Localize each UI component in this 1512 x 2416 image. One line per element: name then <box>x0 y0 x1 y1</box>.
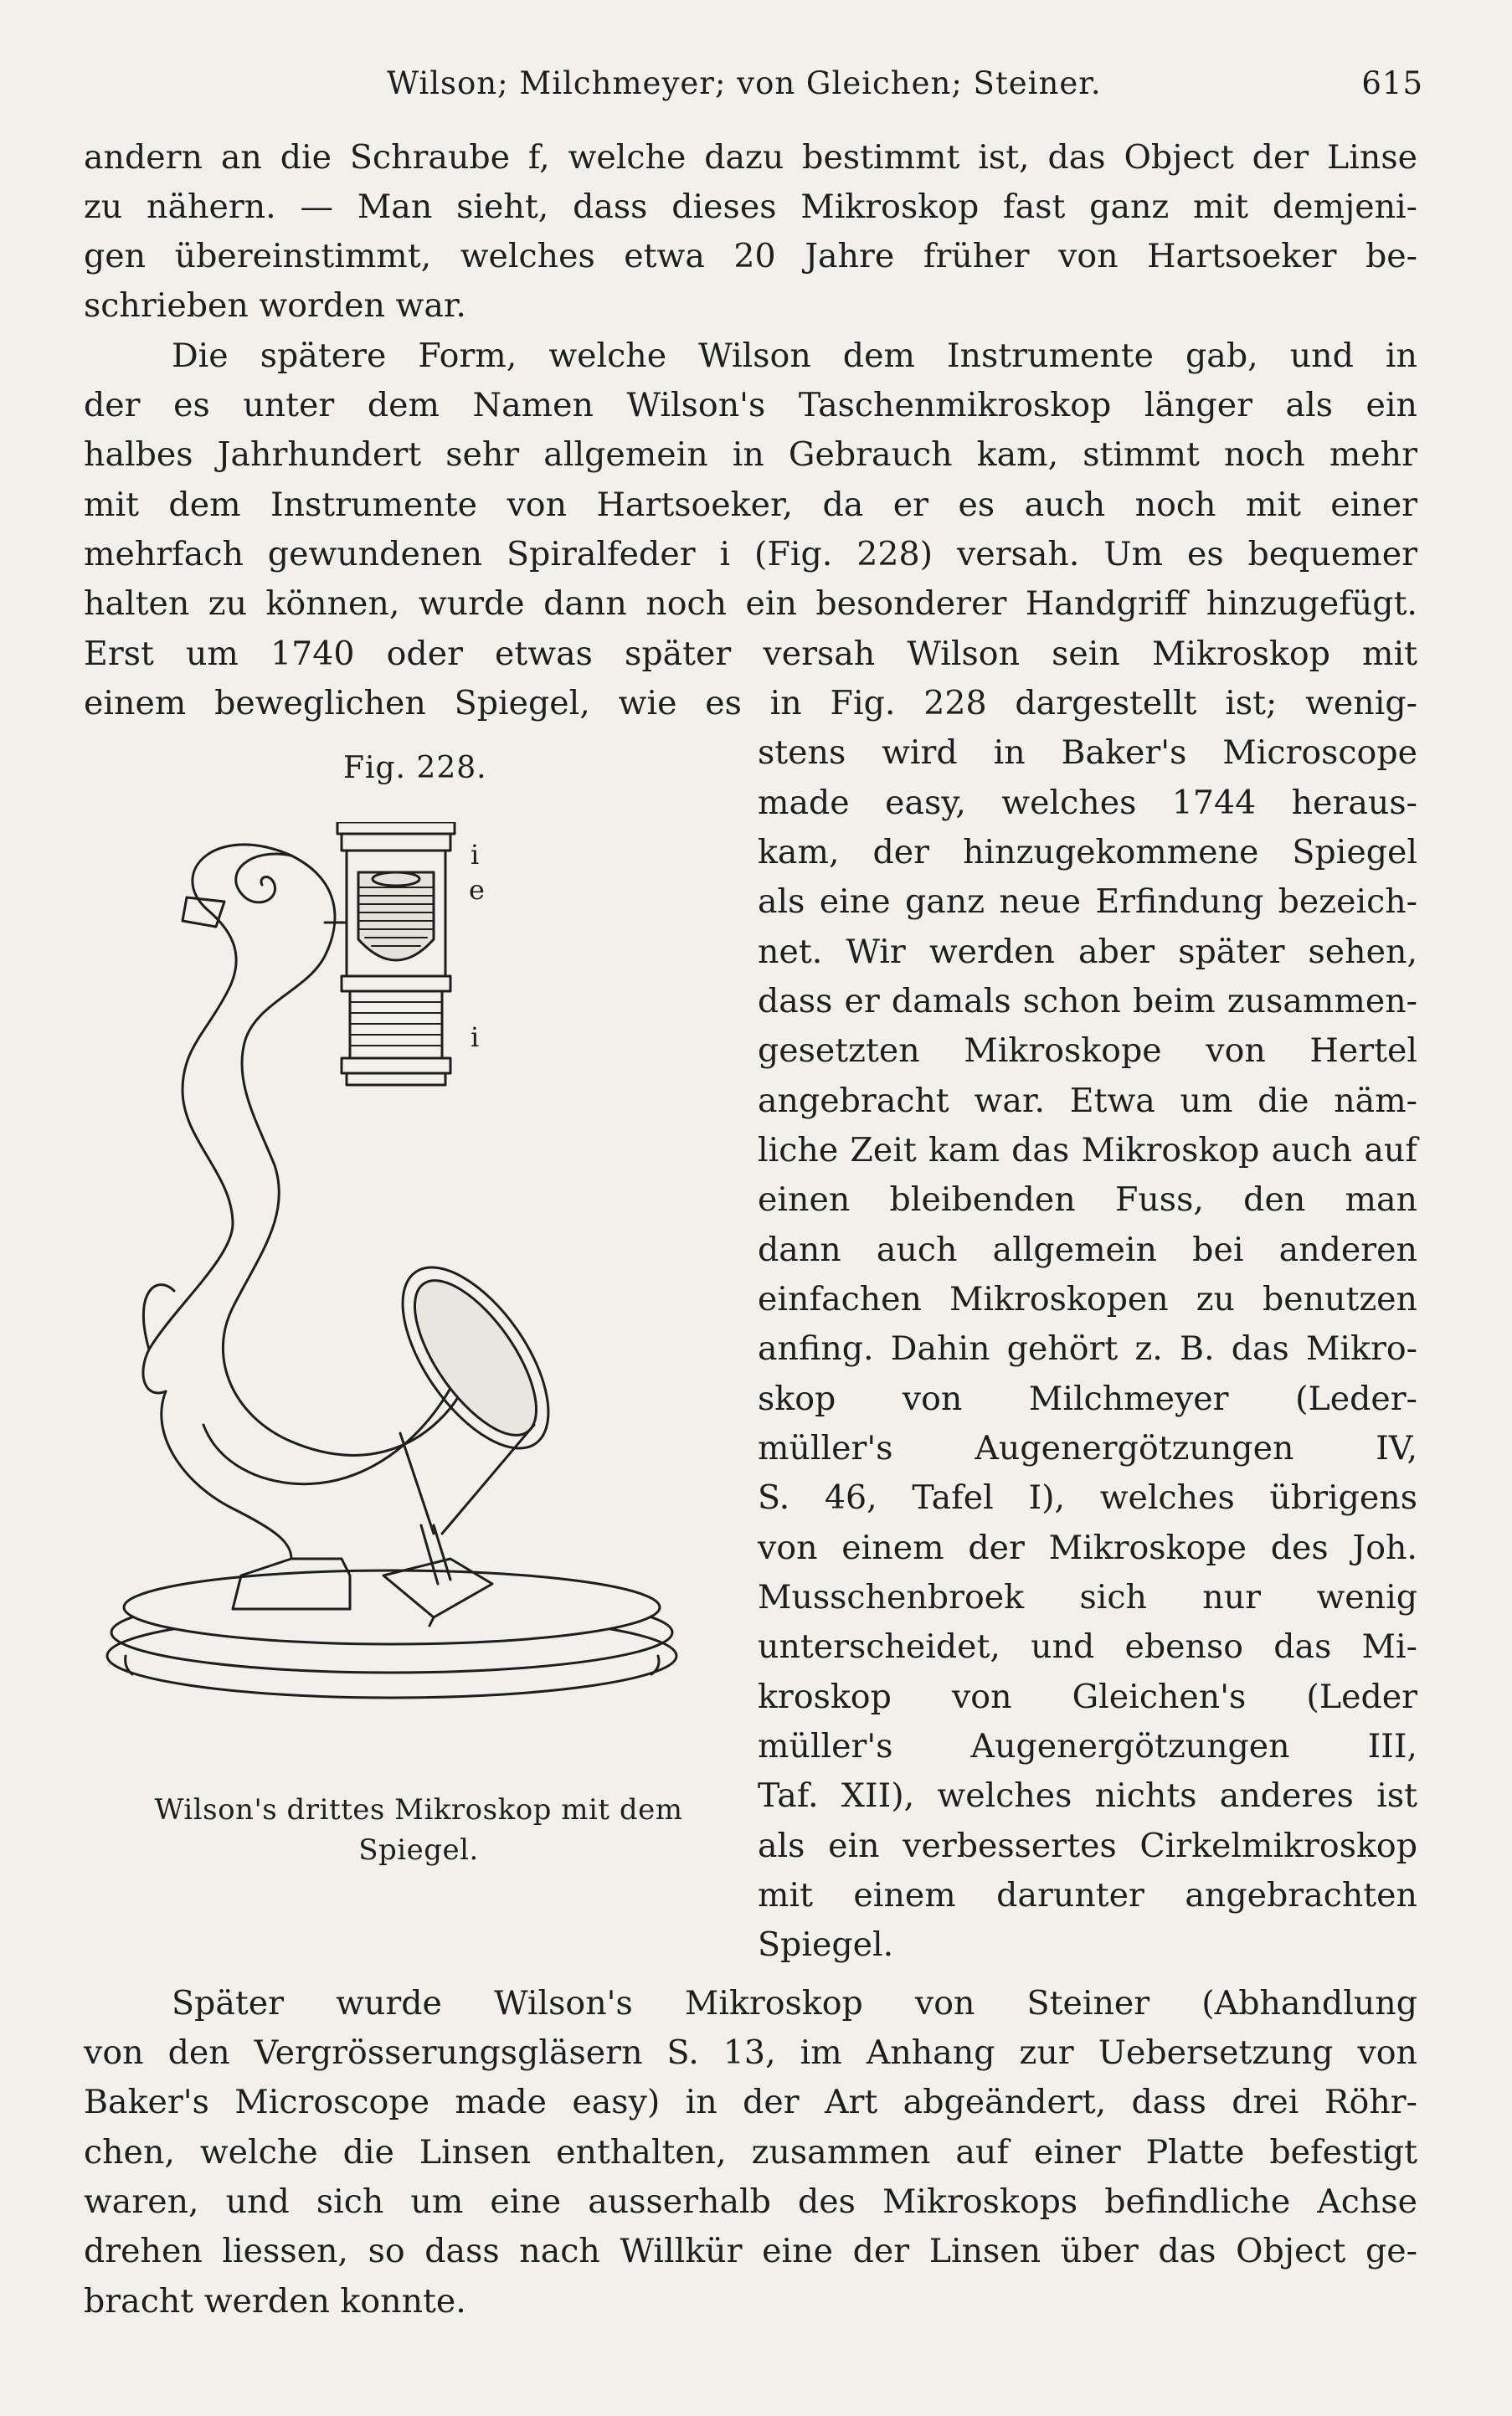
text-line: kroskop von Gleichen's (Leder <box>758 1678 1417 1716</box>
text-line: einfachen Mikroskopen zu benutzen <box>758 1280 1417 1319</box>
text-line: Musschenbroek sich nur wenig <box>758 1578 1417 1617</box>
text-line: dann auch allgemein bei anderen <box>758 1231 1417 1269</box>
text-line: müller's Augenergötzungen III, <box>758 1727 1417 1766</box>
page-number: 615 <box>1361 65 1423 101</box>
running-head <box>84 65 1423 112</box>
text-line: skop von Milchmeyer (Leder- <box>758 1380 1417 1418</box>
text-line: Die spätere Form, welche Wilson dem Instrumente gab, und in <box>172 337 1417 375</box>
text-line: gen übereinstimmt, welches etwa 20 Jahre früher von Hartsoeker be- <box>84 237 1417 275</box>
text-line: Baker's Microscope made easy) in der Art abgeändert, dass drei Röhr- <box>84 2083 1417 2121</box>
text-line: mehrfach gewundenen Spiralfeder i (Fig. 228) versah. Um es bequemer <box>84 535 1417 573</box>
text-line: der es unter dem Namen Wilson's Taschenmikroskop länger als ein <box>84 386 1417 424</box>
text-line: Erst um 1740 oder etwas später versah Wilson sein Mikroskop mit <box>84 635 1417 673</box>
text-line: S. 46, Tafel I), welches übrigens <box>758 1478 1417 1517</box>
holder-cap <box>337 822 455 834</box>
text-line: von den Vergrösserungsgläsern S. 13, im Anhang zur Uebersetzung von <box>84 2033 1417 2072</box>
text-line: made easy, welches 1744 heraus- <box>758 784 1417 822</box>
text-line: unterscheidet, und ebenso das Mi- <box>758 1627 1417 1666</box>
text-line: net. Wir werden aber später sehen, <box>758 933 1417 971</box>
text-line: müller's Augenergötzungen IV, <box>758 1429 1417 1468</box>
text-line: anfing. Dahin gehört z. B. das Mikro- <box>758 1329 1417 1368</box>
figure-label: Fig. 228. <box>343 751 487 785</box>
text-line: chen, welche die Linsen enthalten, zusammen auf einer Platte befestigt <box>84 2133 1417 2172</box>
text-line: als eine ganz neue Erfindung bezeich- <box>758 882 1417 921</box>
text-line: andern an die Schraube f, welche dazu bestimmt ist, das Object der Linse <box>84 138 1417 177</box>
text-line: als ein verbessertes Cirkelmikroskop <box>758 1827 1417 1865</box>
text-line: angebracht war. Etwa um die näm- <box>758 1082 1417 1120</box>
text-line: Später wurde Wilson's Mikroskop von Steiner (Abhandlung <box>172 1984 1417 2023</box>
text-line: mit dem Instrumente von Hartsoeker, da er es auch noch mit einer <box>84 486 1417 524</box>
text-line: bracht werden konnte. <box>84 2282 466 2321</box>
label-i-top: i <box>471 839 480 871</box>
text-line: Taf. XII), welches nichts anderes ist <box>758 1776 1417 1815</box>
running-title: Wilson; Milchmeyer; von Gleichen; Steiner. <box>387 65 1102 101</box>
text-line: mit einem darunter angebrachten <box>758 1876 1417 1915</box>
text-line: von einem der Mikroskope des Joh. <box>758 1529 1417 1567</box>
text-line: einem beweglichen Spiegel, wie es in Fig. 228 dargestellt ist; wenig- <box>84 684 1417 722</box>
bracket <box>183 897 224 927</box>
text-line: drehen liessen, so dass nach Willkür eine der Linsen über das Object ge- <box>84 2232 1417 2270</box>
text-line: kam, der hinzugekommene Spiegel <box>758 833 1417 871</box>
text-line: schrieben worden war. <box>84 286 466 325</box>
figure-caption <box>117 1790 720 1870</box>
caption-line: Wilson's drittes Mikroskop mit dem <box>154 1793 683 1827</box>
label-i-bottom: i <box>471 1021 480 1053</box>
text-line: einen bleibenden Fuss, den man <box>758 1180 1417 1219</box>
microscope-illustration <box>99 822 718 1718</box>
text-line: Spiegel. <box>758 1925 894 1964</box>
text-line: waren, und sich um eine ausserhalb des Mikroskops befindliche Achse <box>84 2182 1417 2221</box>
label-e: e <box>469 874 485 906</box>
text-line: gesetzten Mikroskope von Hertel <box>758 1031 1417 1070</box>
text-line: dass er damals schon beim zusammen- <box>758 982 1417 1020</box>
text-line: halten zu können, wurde dann noch ein besonderer Handgriff hinzugefügt. <box>84 584 1417 623</box>
text-line: zu nähern. — Man sieht, dass dieses Mikroskop fast ganz mit demjeni- <box>84 188 1417 226</box>
text-line: stens wird in Baker's Microscope <box>758 733 1417 772</box>
caption-line: Spiegel. <box>358 1833 479 1867</box>
text-line: halbes Jahrhundert sehr allgemein in Gebrauch kam, stimmt noch mehr <box>84 435 1417 474</box>
text-line: liche Zeit kam das Mikroskop auch auf <box>758 1131 1417 1169</box>
